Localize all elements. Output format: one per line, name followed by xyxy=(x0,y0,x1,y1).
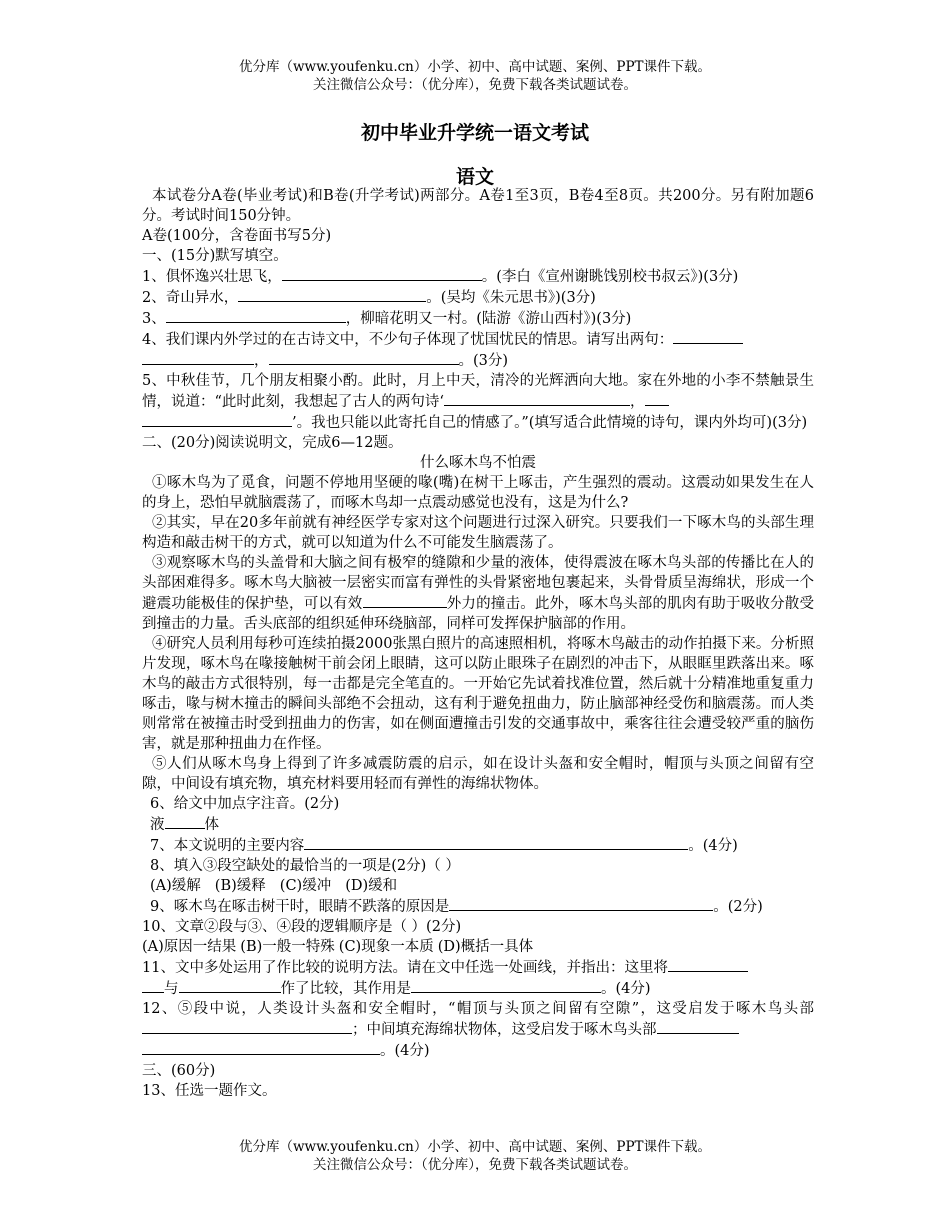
question-8-options xyxy=(142,876,814,896)
answer-blank[interactable] xyxy=(282,266,482,281)
header-line-1: 优分库（www.youfenku.cn）小学、初中、高中试题、案例、PPT课件下载。 xyxy=(238,59,712,75)
question-11: 11、文中多处运用了作比较的说明方法。请在文中任选一处画线，并指出：这里将 与 作了比较，其作用是 。(4分) xyxy=(142,957,814,999)
option-b[interactable]: (B)一般一特殊 xyxy=(240,939,335,955)
question-6-blank: 液 体 xyxy=(142,814,814,835)
answer-blank[interactable] xyxy=(668,957,748,972)
question-10-options xyxy=(142,937,814,957)
exam-subject: 语文 xyxy=(455,166,494,188)
answer-blank[interactable] xyxy=(645,391,669,406)
answer-blank[interactable] xyxy=(142,978,164,993)
answer-blank[interactable] xyxy=(142,1040,380,1055)
question-12: 12、⑤段中说，人类设计头盔和安全帽时，“帽顶与头顶之间留有空隙”，这受启发于啄木鸟头部；中间填充海绵状物体，这受启发于啄木鸟头部 。(4分) xyxy=(142,1001,814,1059)
answer-blank[interactable] xyxy=(449,896,713,911)
question-4: 4、我们课内外学过的在古诗文中，不少句子体现了忧国忧民的情思。请写出两句： ， 。(3分) xyxy=(142,329,814,371)
answer-blank[interactable] xyxy=(269,350,459,365)
answer-blank[interactable] xyxy=(657,1019,739,1034)
question-3: 3、 ，柳暗花明又一村。(陆游《游山西村》)(3分) xyxy=(142,308,814,329)
answer-blank[interactable] xyxy=(304,835,688,850)
answer-blank[interactable] xyxy=(165,814,205,829)
answer-blank[interactable] xyxy=(142,412,292,427)
option-c[interactable]: (C)缓冲 xyxy=(279,878,332,894)
answer-blank[interactable] xyxy=(238,287,426,302)
footer-line-1: 优分库（www.youfenku.cn）小学、初中、高中试题、案例、PPT课件下载。 xyxy=(238,1139,712,1155)
answer-blank[interactable] xyxy=(411,978,601,993)
section-a-label: A卷(100分，含卷面书写5分) xyxy=(142,228,332,244)
page-header xyxy=(0,58,950,94)
answer-blank[interactable] xyxy=(166,308,346,323)
question-8: 8、填入③段空缺处的最恰当的一项是(2分)（ ） xyxy=(150,858,460,874)
question-7: 7、本文说明的主要内容 。(4分) xyxy=(142,835,814,856)
article-paragraph-3: ③观察啄木鸟的头盖骨和大脑之间有极窄的缝隙和少量的液体，使得震波在啄木鸟头部的传播比在人的头部困难得多。啄木鸟大脑被一层密实而富有弹性的头骨紧密地包裹起来，头骨骨质呈海绵状，形成一个避震功能极佳的保护垫，可以有效 外力的撞击。此外，啄木鸟头部的肌肉有助于吸收分散受到撞击的力量。舌头底部的组织延伸环绕脑部，同样可发挥保护脑部的作用。 xyxy=(142,555,814,632)
section-2-heading: 二、(20分)阅读说明文，完成6—12题。 xyxy=(142,435,403,451)
question-10: 10、文章②段与③、④段的逻辑顺序是（ ）(2分) xyxy=(142,919,462,935)
question-5: 5、中秋佳节，几个朋友相聚小酌。此时，月上中天，清冷的光辉洒向大地。家在外地的小李不禁触景生情，说道：“此时此刻，我想起了古人的两句诗‘ ， ’。我也只能以此寄托自己的情感了。”(填写适合此情境的诗句，课内外均可)(3分) xyxy=(142,373,814,431)
answer-blank[interactable] xyxy=(142,1019,352,1034)
page-footer xyxy=(0,1138,950,1174)
header-line-2: 关注微信公众号：（优分库），免费下载各类试题试卷。 xyxy=(313,77,637,93)
option-d[interactable]: (D)缓和 xyxy=(345,878,398,894)
question-2: 2、奇山异水， 。(吴均《朱元思书》)(3分) xyxy=(142,287,814,308)
option-b[interactable]: (B)缓释 xyxy=(214,878,266,894)
question-6: 6、给文中加点字注音。(2分) xyxy=(150,796,340,812)
option-c[interactable]: (C)现象一本质 xyxy=(338,939,434,955)
answer-blank[interactable] xyxy=(673,329,743,344)
article-paragraph-1: ①啄木鸟为了觅食，问题不停地用坚硬的喙(嘴)在树干上啄击，产生强烈的震动。这震动如果发生在人的身上，恐怕早就脑震荡了，而啄木鸟却一点震动感觉也没有，这是为什么? xyxy=(142,475,814,511)
question-13: 13、任选一题作文。 xyxy=(142,1083,277,1099)
question-9: 9、啄木鸟在啄击树干时，眼睛不跌落的原因是 。(2分) xyxy=(142,896,814,917)
answer-blank[interactable] xyxy=(444,391,630,406)
answer-blank[interactable] xyxy=(363,593,447,608)
article-paragraph-4: ④研究人员利用每秒可连续拍摄2000张黑白照片的高速照相机，将啄木鸟敲击的动作拍摄下来。分析照片发现，啄木鸟在喙接触树干前会闭上眼睛，这可以防止眼珠子在剧烈的冲击下，从眼眶里跌落出来。啄木鸟的敲击方式很特别，每一击都是完全笔直的。一开始它先试着找准位置，然后就十分精准地重复重力啄击，喙与树木撞击的瞬间头部绝不会扭动，这有利于避免扭曲力，防止脑部神经受伤和脑震荡。而人类则常常在被撞击时受到扭曲力的伤害，如在侧面遭撞击引发的交通事故中，乘客往往会遭受较严重的脑伤害，就是那种扭曲力在作怪。 xyxy=(142,636,814,752)
article-paragraph-2: ②其实，早在20多年前就有神经医学专家对这个问题进行过深入研究。只要我们一下啄木鸟的头部生理构造和敲击树干的方式，就可以知道为什么不可能发生脑震荡了。 xyxy=(142,515,814,551)
exam-title: 初中毕业升学统一语文考试 xyxy=(360,122,589,144)
answer-blank[interactable] xyxy=(142,350,254,365)
answer-blank[interactable] xyxy=(179,978,281,993)
option-a[interactable]: (A)缓解 xyxy=(150,878,201,894)
question-1: 1、俱怀逸兴壮思飞， 。(李白《宣州谢眺饯别校书叔云》)(3分) xyxy=(142,266,814,287)
footer-line-2: 关注微信公众号：（优分库），免费下载各类试题试卷。 xyxy=(313,1157,637,1173)
article-title: 什么啄木鸟不怕震 xyxy=(420,455,536,471)
section-1-heading: 一、(15分)默写填空。 xyxy=(142,248,288,264)
section-3-heading: 三、(60分) xyxy=(142,1063,216,1079)
intro-paragraph: 本试卷分A卷(毕业考试)和B卷(升学考试)两部分。A卷1至3页，B卷4至8页。共200分。另有附加题6分。考试时间150分钟。 xyxy=(142,188,814,224)
option-a[interactable]: (A)原因一结果 xyxy=(142,939,237,955)
exam-content xyxy=(142,186,814,1101)
article-paragraph-5: ⑤人们从啄木鸟身上得到了许多减震防震的启示，如在设计头盔和安全帽时，帽顶与头顶之间留有空隙，中间设有填充物，填充材料要用轻而有弹性的海绵状物体。 xyxy=(142,756,814,792)
option-d[interactable]: (D)概括一具体 xyxy=(437,939,534,955)
